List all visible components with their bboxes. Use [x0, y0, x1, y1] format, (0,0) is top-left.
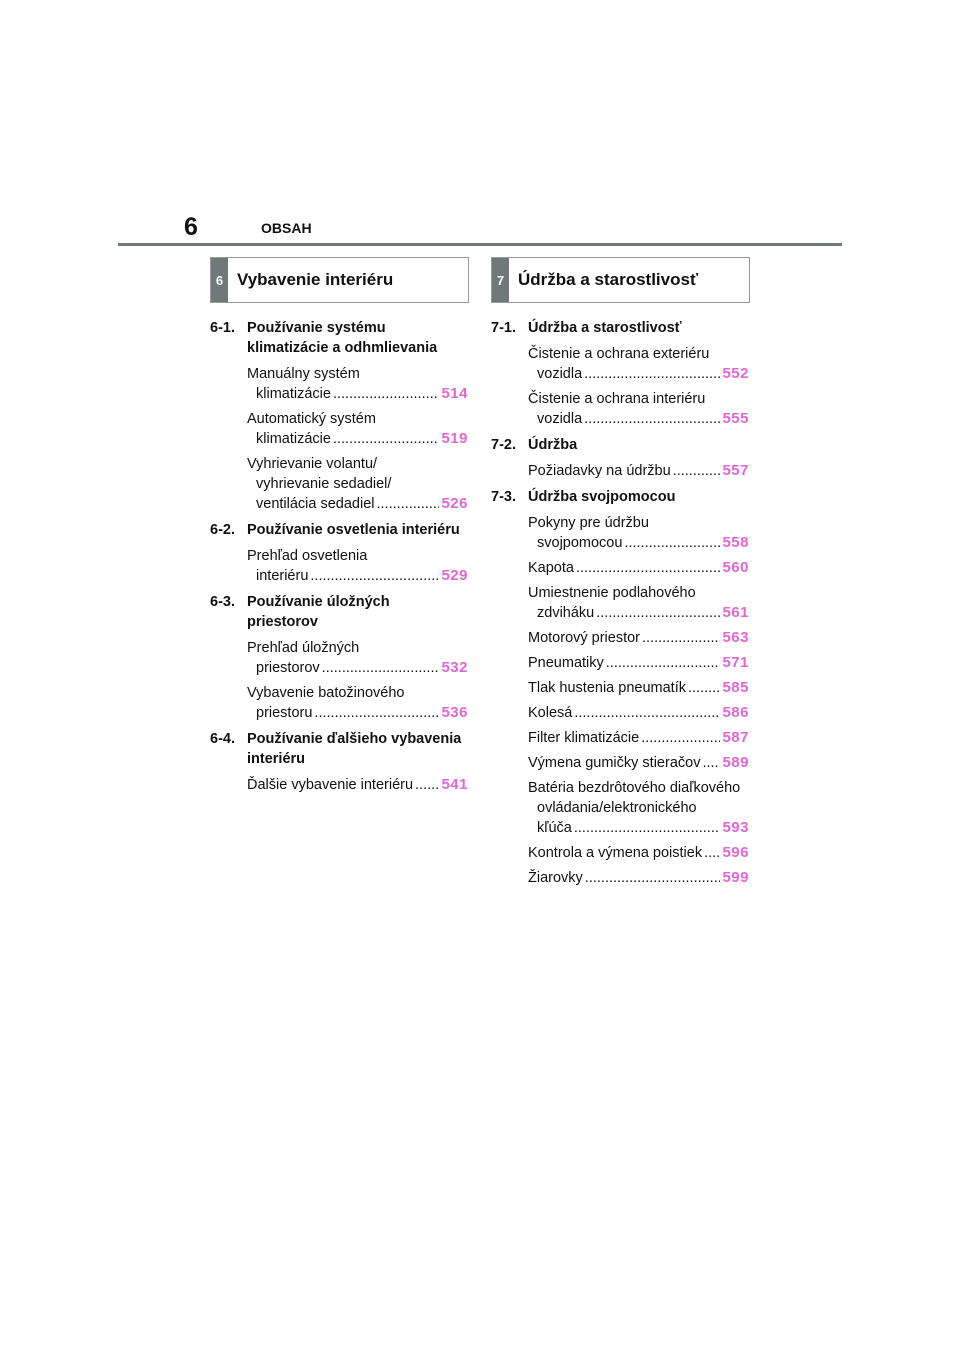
toc-chapter-number: 6-2.: [210, 522, 235, 538]
toc-chapter-heading[interactable]: [210, 729, 468, 769]
toc-leader-dots: [673, 461, 721, 481]
toc-entry-row: [528, 728, 749, 748]
toc-entry-text: Čistenie a ochrana exteriéru: [528, 346, 710, 362]
toc-page-link[interactable]: 589: [722, 754, 749, 771]
toc-entry-text: Motorový priestor: [528, 630, 641, 646]
toc-entry-text: svojpomocou: [537, 535, 623, 551]
toc-entry[interactable]: [528, 389, 749, 429]
toc-chapter-title-line: Používanie úložných: [247, 594, 390, 610]
toc-leader-dots: [333, 384, 440, 404]
header-rule: [118, 243, 842, 246]
toc-entry-text: kľúča: [537, 820, 572, 836]
toc-entry-text: Batéria bezdrôtového diaľkového: [528, 780, 741, 796]
toc-page-link[interactable]: 587: [722, 729, 749, 746]
section-title-6: Vybavenie interiéru: [237, 270, 394, 289]
toc-chapter-number: 6-3.: [210, 594, 235, 610]
toc-entry-text: priestorov: [256, 660, 320, 676]
toc-chapter-heading[interactable]: [210, 520, 468, 540]
toc-entry[interactable]: [528, 344, 749, 384]
toc-entry[interactable]: [528, 513, 749, 553]
toc-entry[interactable]: [528, 703, 749, 723]
section-tab-7: 7: [492, 258, 509, 302]
toc-chapter-title-line: Údržba: [528, 437, 578, 453]
toc-page-link[interactable]: 532: [441, 659, 468, 676]
toc-page-link[interactable]: 593: [722, 819, 749, 836]
toc-chapter-title-line: priestorov: [247, 614, 318, 630]
toc-entry-row: [528, 364, 749, 384]
toc-entry[interactable]: [528, 843, 749, 863]
toc-page-link[interactable]: 519: [441, 430, 468, 447]
toc-page-link[interactable]: 514: [441, 385, 468, 402]
toc-entry[interactable]: [247, 683, 468, 723]
toc-entry-text: Čistenie a ochrana interiéru: [528, 391, 706, 407]
toc-leader-dots: [642, 628, 720, 648]
toc-entry[interactable]: [528, 558, 749, 578]
toc-entry[interactable]: [247, 775, 468, 795]
toc-entry-text: Ďalšie vybavenie interiéru: [247, 777, 414, 793]
toc-leader-dots: [584, 364, 720, 384]
toc-chapter-group: [491, 435, 749, 481]
toc-entry-text: Požiadavky na údržbu: [528, 463, 671, 479]
toc-page-link[interactable]: 560: [722, 559, 749, 576]
toc-page-link[interactable]: 585: [722, 679, 749, 696]
section-box-6: [210, 257, 469, 303]
toc-entry[interactable]: [247, 454, 468, 514]
toc-entry-row: [528, 868, 749, 888]
toc-page-link[interactable]: 596: [722, 844, 749, 861]
toc-entry-row: [528, 678, 749, 698]
toc-page-link[interactable]: 563: [722, 629, 749, 646]
toc-entry-text: vyhrievanie sedadiel/: [256, 476, 392, 492]
toc-leader-dots: [576, 558, 721, 578]
toc-chapter-title-line: Používanie systému: [247, 320, 386, 336]
toc-leader-dots: [702, 753, 720, 773]
toc-entry-text: klimatizácie: [256, 386, 331, 402]
toc-entry[interactable]: [247, 364, 468, 404]
toc-chapter-group: [210, 318, 468, 514]
toc-page-link[interactable]: 552: [722, 365, 749, 382]
toc-page-link[interactable]: 557: [722, 462, 749, 479]
toc-entry-text: vozidla: [537, 366, 583, 382]
toc-entry-row: [247, 775, 468, 795]
toc-entry-row: [528, 843, 749, 863]
section-title-7: Údržba a starostlivosť: [518, 270, 699, 289]
toc-leader-dots: [574, 703, 720, 723]
toc-entry-row: [247, 494, 468, 514]
toc-page-link[interactable]: 529: [441, 567, 468, 584]
toc-entry-text: klimatizácie: [256, 431, 331, 447]
toc-leader-dots: [333, 429, 440, 449]
toc-entry-text: Filter klimatizácie: [528, 730, 640, 746]
toc-chapter-group: [210, 729, 468, 795]
toc-chapter-number: 7-2.: [491, 437, 516, 453]
toc-entry-text: zdviháku: [537, 605, 595, 621]
toc-entry[interactable]: [528, 868, 749, 888]
toc-leader-dots: [574, 818, 721, 838]
toc-entry[interactable]: [528, 461, 749, 481]
toc-leader-dots: [377, 494, 440, 514]
toc-leader-dots: [415, 775, 439, 795]
toc-entry[interactable]: [528, 653, 749, 673]
toc-page-link[interactable]: 586: [722, 704, 749, 721]
toc-entry[interactable]: [247, 409, 468, 449]
toc-chapter-group: [210, 520, 468, 586]
toc-chapter-group: [210, 592, 468, 723]
toc-entry-row: [528, 533, 749, 553]
toc-page-link[interactable]: 561: [722, 604, 749, 621]
toc-chapter-title-line: Údržba a starostlivosť: [528, 320, 682, 336]
toc-chapter-title-line: klimatizácie a odhmlievania: [247, 340, 438, 356]
toc-chapter-heading[interactable]: [491, 487, 749, 507]
toc-entry-row: [247, 566, 468, 586]
toc-entry-row: [247, 658, 468, 678]
toc-entry[interactable]: [528, 628, 749, 648]
header-title: OBSAH: [261, 220, 312, 236]
toc-entry-text: interiéru: [256, 568, 309, 584]
toc-leader-dots: [688, 678, 720, 698]
toc-entry-text: Kapota: [528, 560, 574, 576]
toc-page-link[interactable]: 599: [722, 869, 749, 886]
toc-chapter-title-line: Údržba svojpomocou: [528, 489, 676, 505]
toc-entry-row: [528, 628, 749, 648]
toc-page-link[interactable]: 571: [722, 654, 749, 671]
toc-entry[interactable]: [528, 583, 749, 623]
section-box-7: [491, 257, 750, 303]
toc-entry[interactable]: [247, 638, 468, 678]
toc-chapter-group: [491, 318, 749, 429]
toc-entry[interactable]: [528, 728, 749, 748]
toc-entry-row: [528, 818, 749, 838]
toc-page-link[interactable]: 558: [722, 534, 749, 551]
toc-entry-row: [528, 603, 749, 623]
section-tab-6: 6: [211, 258, 228, 302]
toc-entry-text: priestoru: [256, 705, 313, 721]
toc-entry-text: Umiestnenie podlahového: [528, 585, 696, 601]
toc-entry-text: Tlak hustenia pneumatík: [528, 680, 686, 696]
toc-entry-text: vozidla: [537, 411, 583, 427]
toc-leader-dots: [596, 603, 720, 623]
toc-entry-row: [247, 429, 468, 449]
toc-leader-dots: [322, 658, 440, 678]
toc-chapter-number: 6-1.: [210, 320, 235, 336]
toc-chapter-heading[interactable]: [491, 318, 749, 338]
toc-chapter-number: 6-4.: [210, 731, 235, 747]
toc-leader-dots: [606, 653, 721, 673]
toc-entry-row: [528, 703, 749, 723]
toc-leader-dots: [624, 533, 720, 553]
toc-entry-row: [528, 653, 749, 673]
page-number: 6: [184, 213, 198, 241]
toc-chapter-number: 7-3.: [491, 489, 516, 505]
toc-entry-text: Pneumatiky: [528, 655, 604, 671]
toc-entry-text: Prehľad osvetlenia: [247, 548, 368, 564]
toc-entry-text: Prehľad úložných: [247, 640, 360, 656]
toc-entry-row: [528, 753, 749, 773]
toc-entry-row: [247, 384, 468, 404]
toc-entry-text: Vyhrievanie volantu/: [247, 456, 378, 472]
toc-entry-text: Výmena gumičky stieračov: [528, 755, 701, 771]
toc-page-link[interactable]: 536: [441, 704, 468, 721]
toc-entry-text: Vybavenie batožinového: [247, 685, 405, 701]
toc-column-6: [210, 318, 468, 801]
toc-page-link[interactable]: 555: [722, 410, 749, 427]
toc-entry-row: [528, 558, 749, 578]
toc-entry-text: ovládania/elektronického: [537, 800, 697, 816]
toc-chapter-number: 7-1.: [491, 320, 516, 336]
toc-entry[interactable]: [528, 678, 749, 698]
toc-entry-text: Automatický systém: [247, 411, 376, 427]
toc-page-link[interactable]: 541: [441, 776, 468, 793]
toc-entry[interactable]: [528, 753, 749, 773]
toc-leader-dots: [314, 703, 439, 723]
toc-entry-text: Kolesá: [528, 705, 573, 721]
toc-chapter-group: [491, 487, 749, 888]
toc-chapter-title-line: Používanie osvetlenia interiéru: [247, 522, 460, 538]
toc-entry-text: ventilácia sedadiel: [256, 496, 375, 512]
toc-entry-text: Žiarovky: [528, 870, 583, 886]
toc-entry[interactable]: [247, 546, 468, 586]
toc-leader-dots: [585, 868, 721, 888]
toc-leader-dots: [641, 728, 720, 748]
toc-chapter-heading[interactable]: [210, 318, 468, 358]
toc-entry-row: [247, 703, 468, 723]
toc-entry[interactable]: [528, 778, 749, 838]
toc-chapter-title-line: interiéru: [247, 751, 306, 767]
toc-entry-row: [528, 409, 749, 429]
toc-leader-dots: [310, 566, 439, 586]
toc-page-link[interactable]: 526: [441, 495, 468, 512]
toc-chapter-heading[interactable]: [491, 435, 749, 455]
toc-chapter-heading[interactable]: [210, 592, 468, 632]
toc-entry-row: [528, 461, 749, 481]
toc-entry-text: Kontrola a výmena poistiek: [528, 845, 703, 861]
toc-entry-text: Manuálny systém: [247, 366, 360, 382]
toc-leader-dots: [584, 409, 720, 429]
toc-entry-text: Pokyny pre údržbu: [528, 515, 649, 531]
toc-column-7: [491, 318, 749, 894]
toc-leader-dots: [704, 843, 720, 863]
toc-chapter-title-line: Používanie ďalšieho vybavenia: [247, 731, 462, 747]
